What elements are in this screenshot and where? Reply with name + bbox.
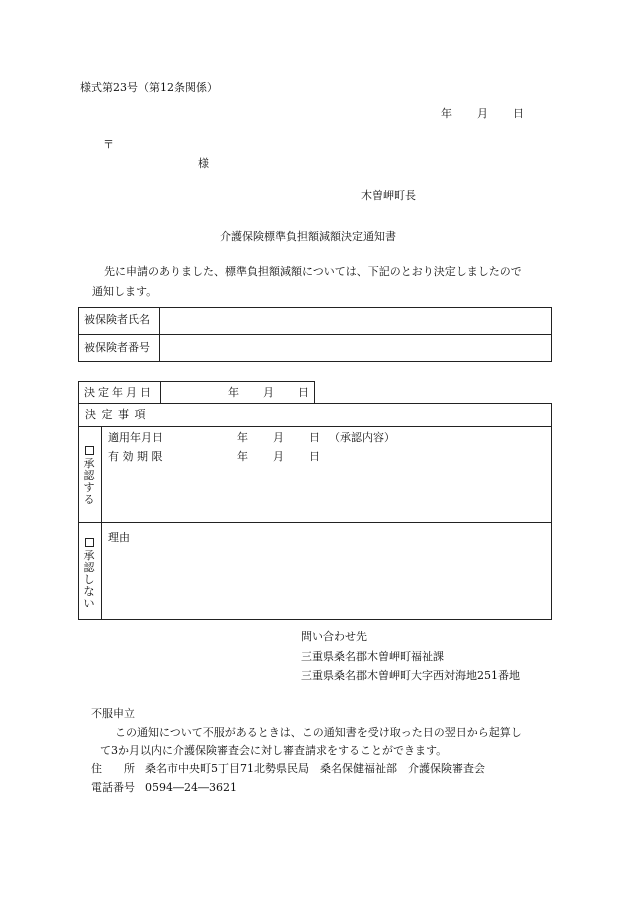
validity-label: 有 効 期 限 — [108, 450, 163, 463]
document-title: 介護保険標準負担額減額決定通知書 — [220, 230, 396, 243]
contact-heading: 問い合わせ先 — [301, 630, 367, 643]
reject-checkbox[interactable] — [85, 538, 94, 547]
approve-reject-divider — [78, 522, 552, 523]
side-label-column-divider — [101, 426, 102, 620]
intro-text-line2: 通知します。 — [92, 285, 158, 298]
decision-date-month: 月 — [263, 386, 274, 399]
apply-date-label: 適用年月日 — [108, 431, 163, 444]
postal-mark: 〒 — [103, 138, 114, 151]
appeal-text-line2: て3か月以内に介護保険審査会に対し審査請求をすることができます。 — [100, 744, 448, 757]
intro-text-line1: 先に申請のありました、標準負担額減額については、下記のとおり決定しましたので — [104, 265, 522, 278]
insured-table-divider — [78, 334, 552, 335]
insured-table-column-divider — [159, 307, 160, 362]
decision-date-divider — [160, 381, 161, 404]
matters-header-divider — [78, 426, 552, 427]
recipient-suffix: 様 — [198, 157, 209, 170]
approve-option[interactable]: 承 認 す る — [82, 446, 96, 506]
decision-date-day: 日 — [298, 386, 309, 399]
approval-content-label: （承認内容） — [329, 431, 395, 444]
appeal-text-line1: この通知について不服があるときは、この通知書を受け取った日の翌日から起算し — [115, 726, 522, 739]
decision-matters-label: 決 定 事 項 — [85, 408, 147, 421]
decision-date-year: 年 — [228, 386, 239, 399]
contact-department: 三重県桑名郡木曽岬町福祉課 — [301, 650, 444, 663]
appeal-phone-label: 電話番号 — [91, 781, 135, 794]
appeal-heading: 不服申立 — [91, 707, 135, 720]
apply-month: 月 — [273, 431, 284, 444]
insured-name-label: 被保険者氏名 — [84, 313, 150, 326]
issuer: 木曽岬町長 — [361, 189, 416, 202]
date-month-label: 月 — [477, 107, 488, 120]
appeal-phone-value: 0594―24―3621 — [145, 781, 237, 794]
form-number: 様式第23号（第12条関係） — [80, 81, 218, 94]
decision-date-label: 決定年月日 — [84, 386, 154, 399]
contact-address: 三重県桑名郡木曽岬町大字西対海地251番地 — [301, 669, 520, 682]
reject-option[interactable]: 承 認 し な い — [82, 538, 96, 610]
approve-checkbox[interactable] — [85, 446, 94, 455]
insured-number-label: 被保険者番号 — [84, 341, 150, 354]
apply-day: 日 — [309, 431, 320, 444]
valid-day: 日 — [309, 450, 320, 463]
appeal-address-label: 住 所 — [91, 762, 135, 775]
apply-year: 年 — [237, 431, 248, 444]
reason-label: 理由 — [108, 531, 130, 544]
valid-year: 年 — [237, 450, 248, 463]
date-year-label: 年 — [441, 107, 452, 120]
valid-month: 月 — [273, 450, 284, 463]
date-day-label: 日 — [513, 107, 524, 120]
appeal-address-value: 桑名市中央町5丁目71北勢県民局 桑名保健福祉部 介護保険審査会 — [145, 762, 485, 775]
